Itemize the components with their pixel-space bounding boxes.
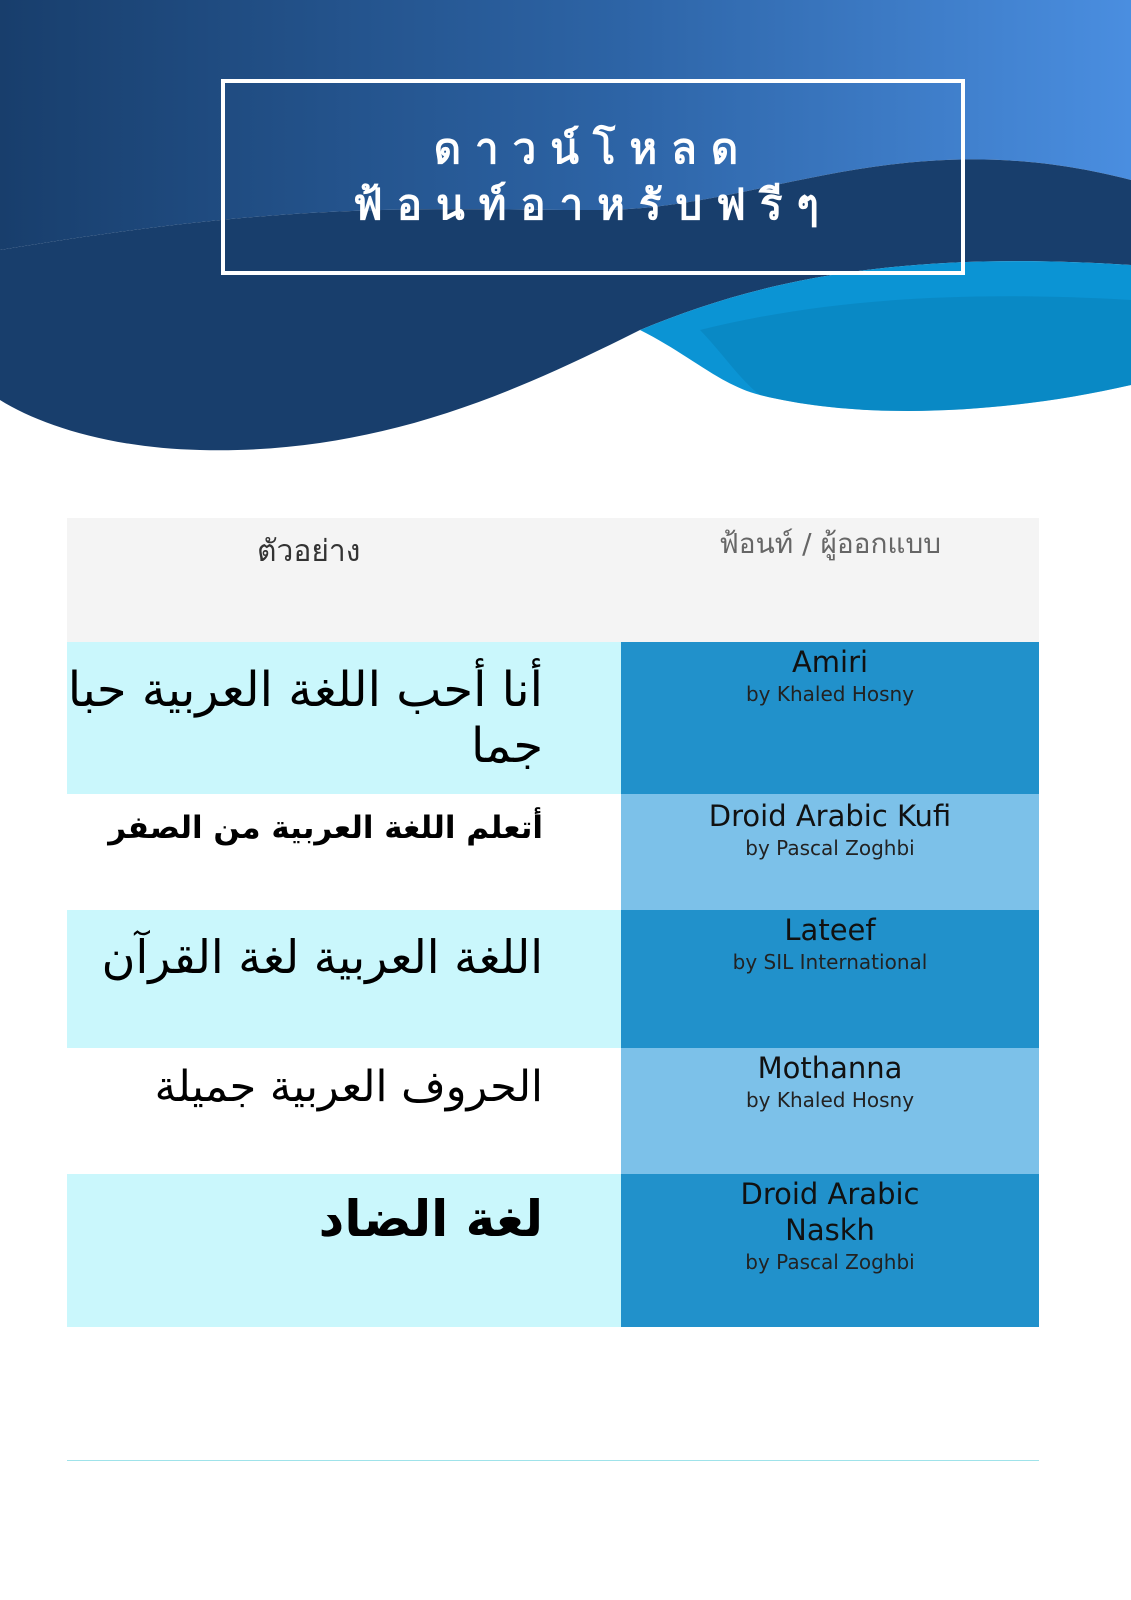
font-cell bbox=[621, 910, 1039, 1048]
title-line-1: ดาวน์โหลด bbox=[433, 124, 753, 173]
font-designer: by Pascal Zoghbi bbox=[745, 836, 915, 860]
table-row bbox=[67, 1048, 1039, 1174]
sample-text: الحروف العربية جميلة bbox=[154, 1062, 543, 1112]
sample-cell bbox=[67, 794, 621, 910]
table-row bbox=[67, 1174, 1039, 1327]
sample-cell bbox=[67, 1048, 621, 1174]
font-cell bbox=[621, 642, 1039, 794]
table-row bbox=[67, 794, 1039, 910]
sample-text: أنا أحب اللغة العربية حبا جما bbox=[67, 662, 543, 774]
title-box bbox=[221, 79, 965, 275]
font-cell bbox=[621, 1174, 1039, 1327]
font-name: Amiri bbox=[791, 645, 869, 679]
sample-text: اللغة العربية لغة القرآن bbox=[101, 930, 543, 984]
font-cell bbox=[621, 1048, 1039, 1174]
font-designer: by SIL International bbox=[732, 950, 928, 974]
sample-text: لغة الضاد bbox=[318, 1190, 543, 1248]
table-row bbox=[67, 910, 1039, 1048]
font-name: Droid Arabic Kufi bbox=[708, 799, 952, 833]
header-sample: ตัวอย่าง bbox=[67, 518, 621, 642]
font-name: Droid Arabic Naskh bbox=[740, 1177, 920, 1247]
sample-cell bbox=[67, 910, 621, 1048]
title-line-2: ฟ้อนท์อาหรับฟรีๆ bbox=[353, 180, 833, 229]
font-designer: by Khaled Hosny bbox=[745, 1088, 915, 1112]
table-header-row bbox=[67, 518, 1039, 642]
table-row bbox=[67, 642, 1039, 794]
footer-divider bbox=[67, 1460, 1039, 1461]
sample-text: أتعلم اللغة العربية من الصفر bbox=[108, 810, 543, 846]
font-name: Lateef bbox=[784, 913, 876, 947]
sample-cell bbox=[67, 1174, 621, 1327]
font-cell bbox=[621, 794, 1039, 910]
header-font-designer: ฟ้อนท์ / ผู้ออกแบบ bbox=[621, 518, 1039, 642]
font-designer: by Pascal Zoghbi bbox=[745, 1250, 915, 1274]
font-designer: by Khaled Hosny bbox=[745, 682, 915, 706]
font-table bbox=[67, 518, 1039, 1327]
sample-cell bbox=[67, 642, 621, 794]
font-name: Mothanna bbox=[757, 1051, 903, 1085]
